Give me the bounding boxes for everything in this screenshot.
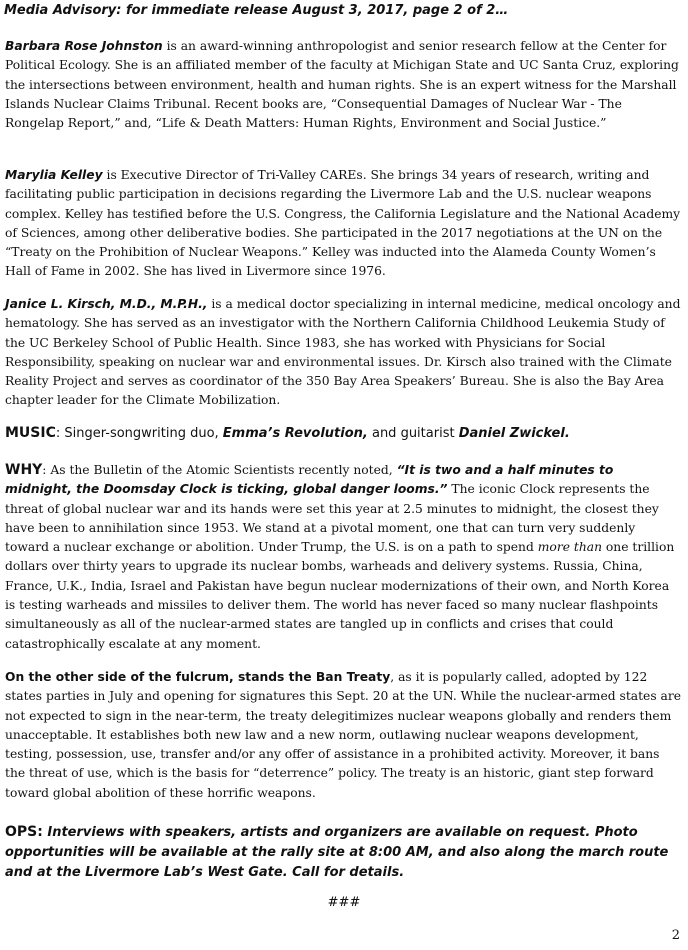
bio-name: Marylia Kelley (5, 168, 103, 182)
why-section (5, 461, 683, 654)
end-marker: ### (327, 895, 361, 910)
music-artist-1: Emma’s Revolution, (222, 426, 368, 441)
doomsday-quote: “It is two and a half minutes to midnight, the Doomsday Clock is ticking, global danger looms.” (5, 463, 614, 497)
bio-kirsch (5, 295, 683, 411)
ops-label: OPS: (5, 824, 43, 840)
music-text-1: : Singer-songwriting duo, (55, 426, 223, 441)
bio-kelley (5, 166, 683, 282)
why-text-1: : As the Bulletin of the Atomic Scientists recently noted, (42, 463, 397, 477)
music-text-2: and guitarist (367, 426, 459, 441)
why-text-2: The iconic Clock represents the threat of global nuclear war and its hands were set this year at 2.5 minutes to midnight, the closest they have been to annihilation since 1953. We stand at a pivotal moment, one that can turn very suddenly toward a nuclear exchange or abolition. Under Trump, the U.S. is on a path to spend (5, 482, 659, 555)
fulcrum-lead: On the other side of the fulcrum, stands the Ban Treaty (5, 670, 391, 684)
why-text-3: one trillion dollars over thirty years to upgrade its nuclear bombs, warheads and delivery systems. Russia, China, France, U.K., India, Israel and Pakistan have begun nuclear modernizations of their own, and North Korea is testing warheads and missiles to deliver them. The world has never faced so many nuclear flashpoints simultaneously as all of the nuclear-armed states are tangled up in conflicts and crises that could catastrophically escalate at any moment. (5, 540, 675, 651)
bio-text: is a medical doctor specializing in internal medicine, medical oncology and hematology. She has served as an investigator with the Northern California Childhood Leukemia Study of the UC Berkeley School of Public Health. Since 1983, she has worked with Physicians for Social Responsibility, speaking on nuclear war and environmental issues. Dr. Kirsch also trained with the Climate Reality Project and serves as coordinator of the 350 Bay Area Speakers’ Bureau. She is also the Bay Area chapter leader for the Climate Mobilization. (5, 297, 681, 408)
ban-treaty-section (5, 668, 683, 803)
page-number: 2 (671, 928, 680, 943)
bio-text: is Executive Director of Tri-Valley CAREs. She brings 34 years of research, writing and facilitating public participation in decisions regarding the Livermore Lab and the U.S. nuclear weapons complex. Kelley has testified before the U.S. Congress, the California Legislature and the National Academy of Sciences, among other deliberative bodies. She participated in the 2017 negotiations at the UN on the “Treaty on the Prohibition of Nuclear Weapons.” Kelley was inducted into the Alameda County Women’s Hall of Fame in 2002. She has lived in Livermore since 1976. (5, 168, 681, 279)
music-section (5, 424, 683, 443)
fulcrum-text: , as it is popularly called, adopted by 122 states parties in July and opening for signatures this Sept. 20 at the UN. While the nuclear-armed states are not expected to sign in the near-term, the treaty delegitimizes nuclear weapons globally and renders them unacceptable. It establishes both new law and a new norm, outlawing nuclear weapons development, testing, possession, use, transfer and/or any offer of assistance in a prohibited activity. Moreover, it bans the threat of use, which is the basis for “deterrence” policy. The treaty is an historic, giant step forward toward global abolition of these horrific weapons. (5, 670, 682, 800)
why-label: WHY (5, 462, 43, 478)
ops-text: Interviews with speakers, artists and organizers are available on request. Photo opportunities will be available at the rally site at 8:00 AM, and also along the march route and at the Livermore Lab’s West Gate. Call for details. (5, 825, 669, 880)
bio-name: Barbara Rose Johnston (5, 39, 163, 53)
bio-johnston (5, 37, 683, 133)
media-advisory-header: Media Advisory: for immediate release August 3, 2017, page 2 of 2… (4, 3, 509, 18)
music-artist-2: Daniel Zwickel. (458, 426, 570, 441)
why-emphasis: more than (537, 540, 602, 555)
bio-text: is an award-winning anthropologist and senior research fellow at the Center for Political Ecology. She is an affiliated member of the faculty at Michigan State and UC Santa Cruz, exploring the intersections between environment, health and human rights. She is an expert witness for the Marshall Islands Nuclear Claims Tribunal. Recent books are, “Consequential Damages of Nuclear War - The Rongelap Report,” and, “Life & Death Matters: Human Rights, Environment and Social Justice.” (5, 39, 679, 131)
ops-section (5, 822, 683, 883)
bio-name: Janice L. Kirsch, M.D., M.P.H., (5, 297, 208, 311)
music-label: MUSIC (5, 425, 56, 441)
